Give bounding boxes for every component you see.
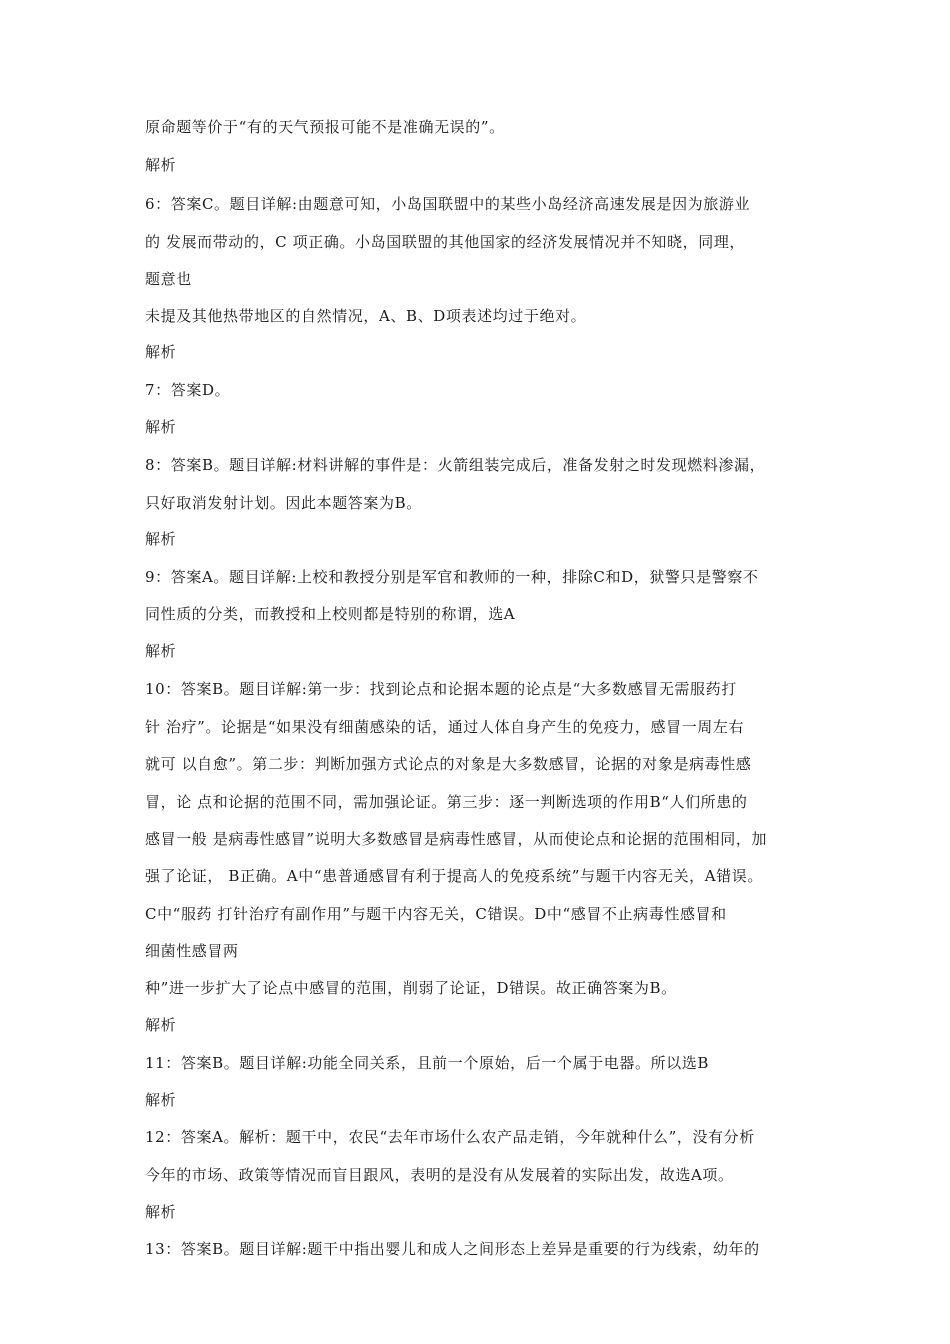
text-line: 针 治疗”。论据是“如果没有细菌感染的话，通过人体自身产生的免疫力，感冒一周左右 [145,718,745,736]
text-line: 细菌性感冒两 [145,942,239,960]
section-label-jiexi: 解析 [145,642,177,660]
section-label-jiexi: 解析 [145,418,177,436]
section-label-jiexi: 解析 [145,343,177,361]
answer-6-line: 6：答案C。题目详解:由题意可知，小岛国联盟中的某些小岛经济高速发展是因为旅游业 [145,195,751,213]
answer-13-line: 13：答案B。题目详解:题干中指出婴儿和成人之间形态上差异是重要的行为线索，幼年的 [145,1240,760,1258]
text-line: 未提及其他热带地区的自然情况，A、B、D项表述均过于绝对。 [145,307,587,325]
text-line: 强了论证， B正确。A中“患普通感冒有利于提高人的免疫系统”与题干内容无关，A错误。 [145,867,763,885]
answer-11-line: 11：答案B。题目详解:功能全同关系，且前一个原始，后一个属于电器。所以选B [145,1054,709,1072]
section-label-jiexi: 解析 [145,1091,177,1109]
text-line: C中“服药 打针治疗有副作用”与题干内容无关，C错误。D中“感冒不止病毒性感冒和 [145,905,727,923]
text-line: 只好取消发射计划。因此本题答案为B。 [145,494,422,512]
section-label-jiexi: 解析 [145,1016,177,1034]
text-line: 就可 以自愈”。第二步：判断加强方式论点的对象是大多数感冒，论据的对象是病毒性感 [145,755,752,773]
text-line: 的 发展而带动的，C 项正确。小岛国联盟的其他国家的经济发展情况并不知晓，同理， [145,233,746,251]
section-label-jiexi: 解析 [145,156,177,174]
text-line: 冒，论 点和论据的范围不同，需加强论证。第三步：逐一判断选项的作用B“人们所患的 [145,793,748,811]
section-label-jiexi: 解析 [145,1203,177,1221]
text-line: 原命题等价于“有的天气预报可能不是准确无误的”。 [145,118,505,136]
text-line: 种”进一步扩大了论点中感冒的范围，削弱了论证，D错误。故正确答案为B。 [145,979,677,997]
answer-7-line: 7：答案D。 [145,381,231,399]
text-line: 今年的市场、政策等情况而盲目跟风，表明的是没有从发展着的实际出发，故选A项。 [145,1166,734,1184]
answer-10-line: 10：答案B。题目详解:第一步：找到论点和论据本题的论点是“大多数感冒无需服药打 [145,680,737,698]
text-line: 题意也 [145,270,192,288]
answer-9-line: 9：答案A。题目详解:上校和教授分别是军官和教师的一种，排除C和D，狱警只是警察不 [145,568,759,586]
answer-8-line: 8：答案B。题目详解:材料讲解的事件是：火箭组装完成后，准备发射之时发现燃料渗漏， [145,456,766,474]
section-label-jiexi: 解析 [145,530,177,548]
answer-12-line: 12：答案A。解析：题干中，农民“去年市场什么农产品走销，今年就种什么”，没有分析 [145,1128,755,1146]
text-line: 感冒一般 是病毒性感冒”说明大多数感冒是病毒性感冒，从而使论点和论据的范围相同，加 [145,830,768,848]
text-line: 同性质的分类，而教授和上校则都是特别的称谓，选A [145,605,516,623]
